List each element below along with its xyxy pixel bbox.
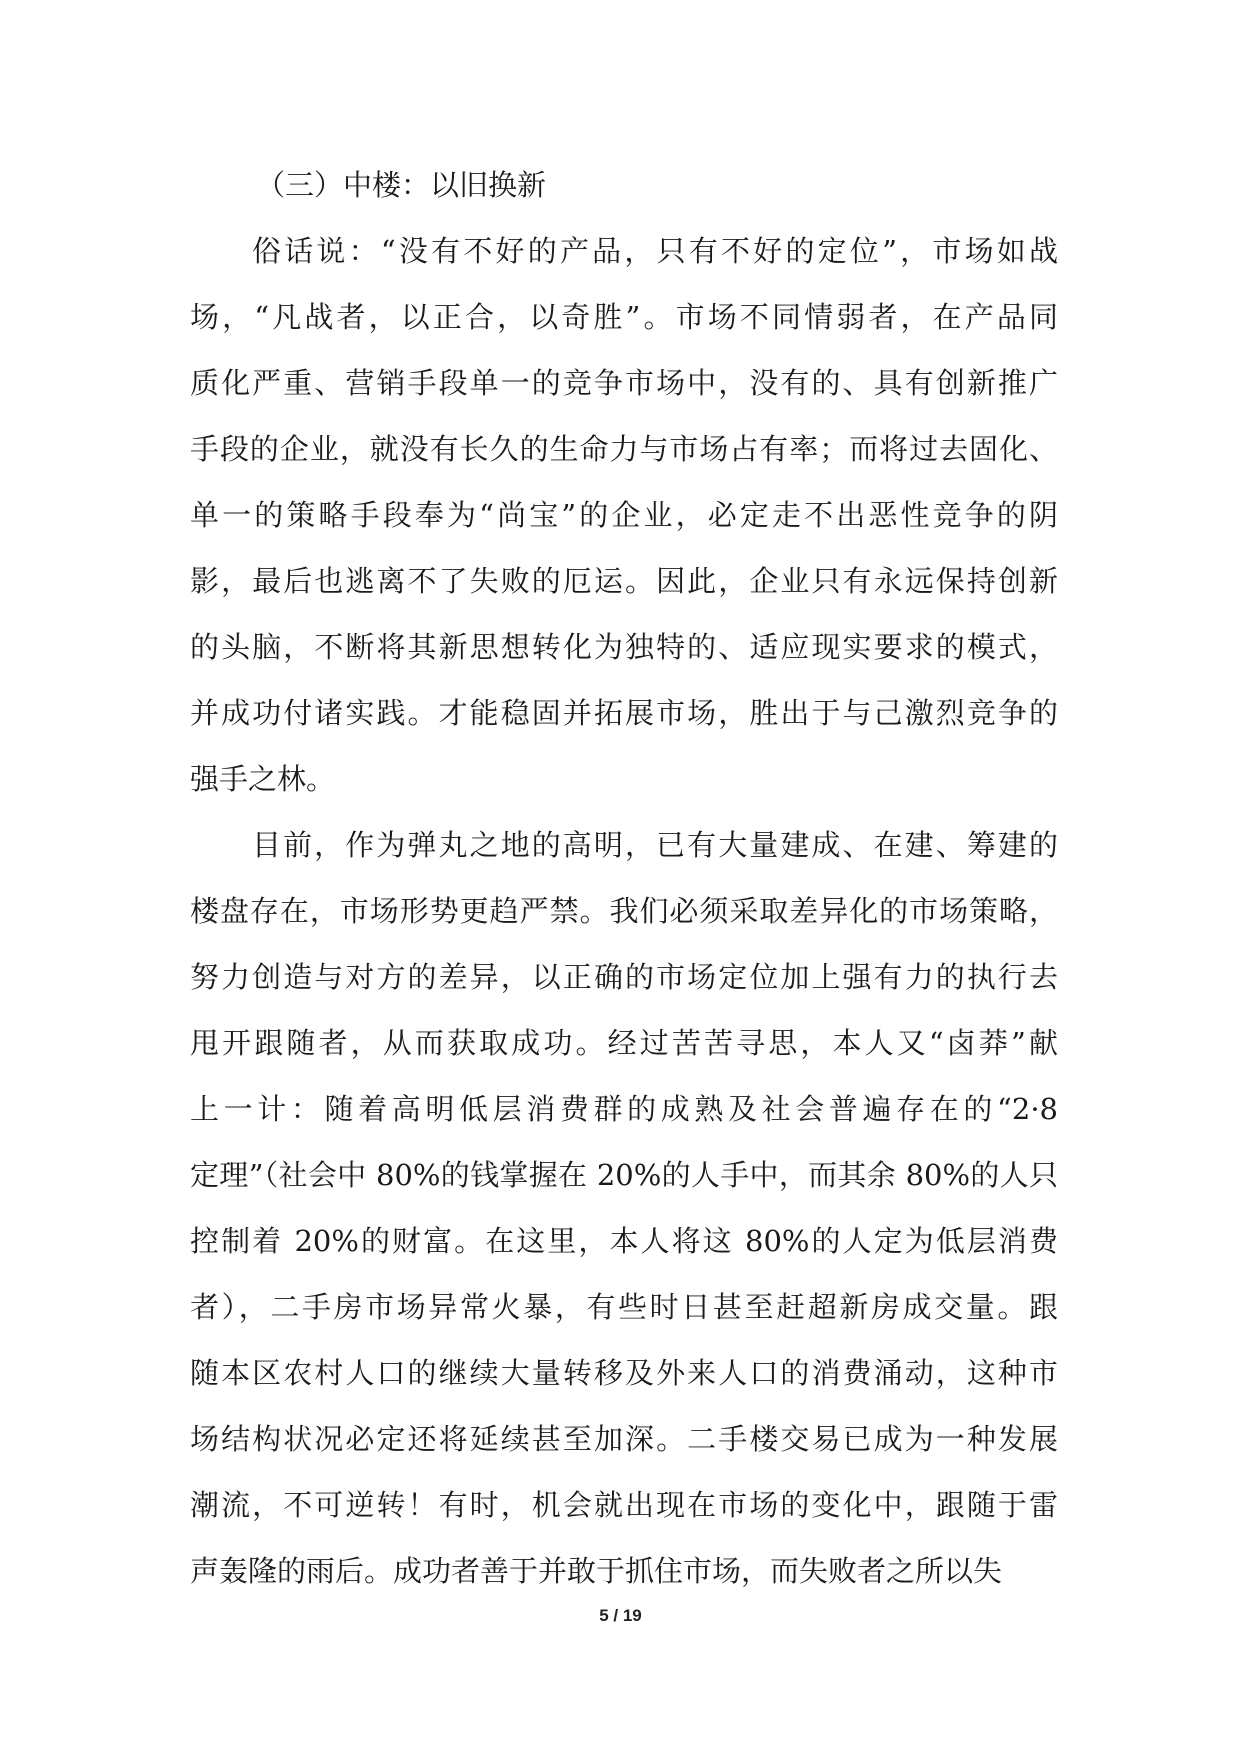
- paragraph-line: 定理”（社会中 80%的钱掌握在 20%的人手中，而其余 80%的人只: [190, 1158, 1058, 1192]
- paragraph-line: 场，“凡战者，以正合，以奇胜”。市场不同情弱者，在产品同: [190, 300, 1058, 334]
- paragraph-line: 甩开跟随者，从而获取成功。经过苦苦寻思，本人又“卤莽”献: [190, 1026, 1058, 1060]
- paragraph-line: 手段的企业，就没有长久的生命力与市场占有率；而将过去固化、: [190, 432, 1058, 466]
- paragraph-line: 质化严重、营销手段单一的竞争市场中，没有的、具有创新推广: [190, 366, 1058, 400]
- paragraph-line: 努力创造与对方的差异，以正确的市场定位加上强有力的执行去: [190, 960, 1058, 994]
- paragraph-line: 楼盘存在，市场形势更趋严禁。我们必须采取差异化的市场策略，: [190, 894, 1058, 928]
- section-heading: （三）中楼：以旧换新: [256, 168, 547, 202]
- paragraph-line: 强手之林。: [190, 762, 336, 796]
- body-paragraph: [190, 218, 1058, 812]
- paragraph-line: 声轰隆的雨后。成功者善于并敢于抓住市场，而失败者之所以失: [190, 1554, 1003, 1588]
- paragraph-line: 单一的策略手段奉为“尚宝”的企业，必定走不出恶性竞争的阴: [190, 498, 1058, 532]
- paragraph-line: 场结构状况必定还将延续甚至加深。二手楼交易已成为一种发展: [190, 1422, 1058, 1456]
- paragraph-line: 并成功付诸实践。才能稳固并拓展市场，胜出于与己激烈竞争的: [190, 696, 1058, 730]
- body-paragraph: [190, 812, 1058, 1604]
- paragraphs-container: [190, 218, 1058, 1604]
- paragraph-line: 潮流，不可逆转！有时，机会就出现在市场的变化中，跟随于雷: [190, 1488, 1058, 1522]
- paragraph-line: 影，最后也逃离不了失败的厄运。因此，企业只有永远保持创新: [190, 564, 1058, 598]
- page-number: 5 / 19: [599, 1606, 642, 1625]
- paragraph-line: 随本区农村人口的继续大量转移及外来人口的消费涌动，这种市: [190, 1356, 1058, 1390]
- paragraph-line: 上一计：随着高明低层消费群的成熟及社会普遍存在的“2·8: [190, 1092, 1058, 1126]
- paragraph-line: 控制着 20%的财富。在这里，本人将这 80%的人定为低层消费: [190, 1224, 1058, 1258]
- document-body: [190, 152, 1058, 1604]
- paragraph-line: 者），二手房市场异常火暴，有些时日甚至赶超新房成交量。跟: [190, 1290, 1058, 1324]
- paragraph-line: 的头脑，不断将其新思想转化为独特的、适应现实要求的模式，: [190, 630, 1058, 664]
- paragraph-line: 目前，作为弹丸之地的高明，已有大量建成、在建、筹建的: [252, 828, 1058, 862]
- paragraph-line: 俗话说：“没有不好的产品，只有不好的定位”，市场如战: [252, 234, 1058, 268]
